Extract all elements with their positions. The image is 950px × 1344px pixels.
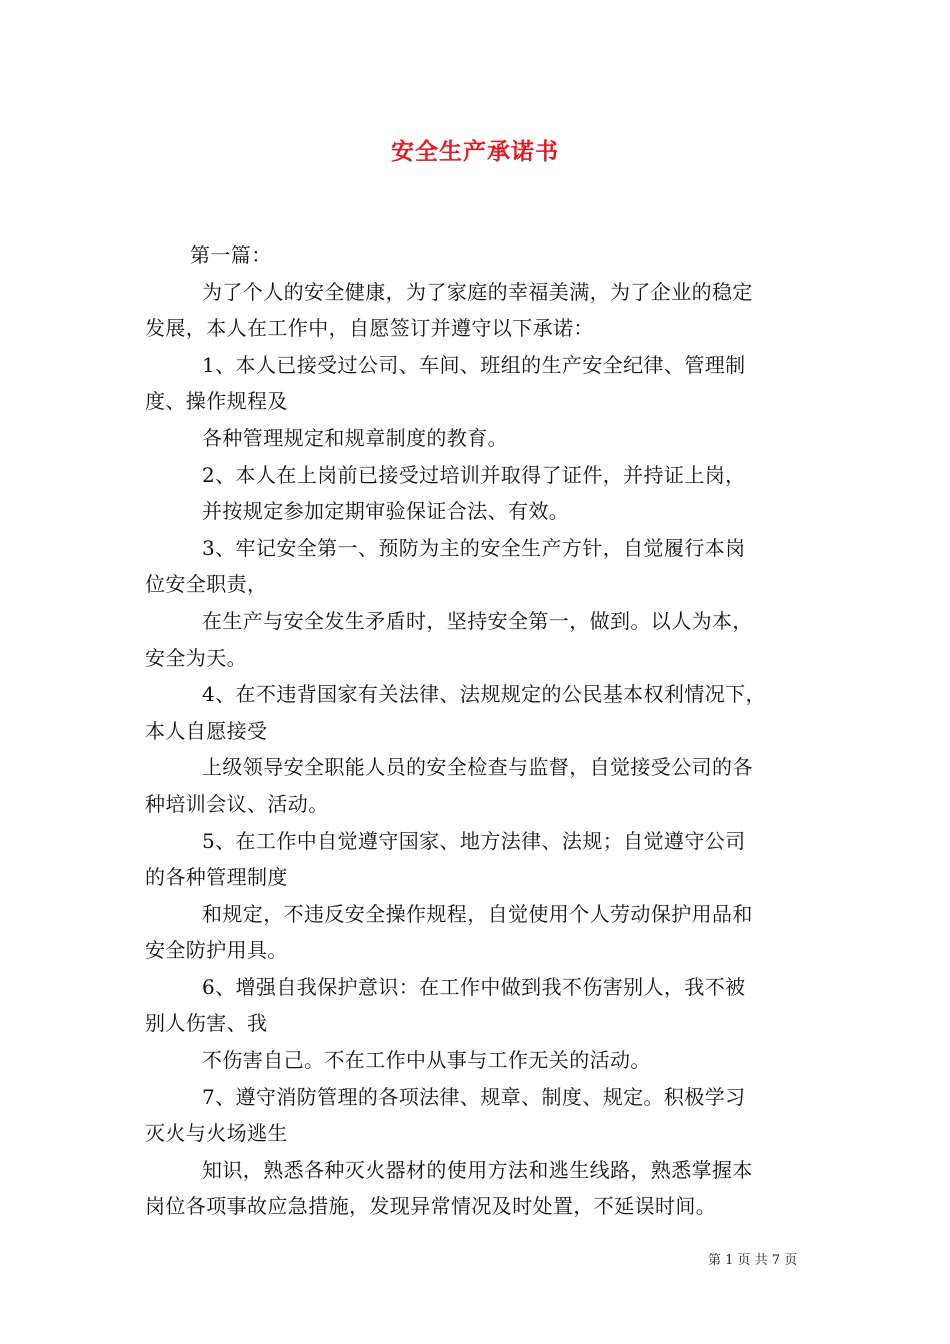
body-line: 为了个人的安全健康，为了家庭的幸福美满，为了企业的稳定 (202, 279, 753, 304)
body-line: 7、遵守消防管理的各项法律、规章、制度、规定。积极学习 (202, 1084, 746, 1109)
body-line: 5、在工作中自觉遵守国家、地方法律、法规；自觉遵守公司 (202, 828, 746, 853)
body-line: 度、操作规程及 (145, 389, 288, 414)
body-line: 位安全职责， (145, 572, 268, 597)
body-line: 3、牢记安全第一、预防为主的安全生产方针，自觉履行本岗 (202, 535, 746, 560)
body-line: 和规定，不违反安全操作规程，自觉使用个人劳动保护用品和 (202, 901, 753, 926)
body-line: 岗位各项事故应急措施，发现异常情况及时处置，不延误时间。 (145, 1194, 717, 1219)
body-line: 4、在不违背国家有关法律、法规规定的公民基本权利情况下， (202, 682, 766, 707)
document-body (145, 237, 813, 1225)
body-line: 2、本人在上岗前已接受过培训并取得了证件，并持证上岗， (202, 462, 746, 487)
page-footer: 第 1 页 共 7 页 (708, 1253, 798, 1268)
body-line: 的各种管理制度 (145, 865, 288, 890)
body-line: 安全为天。 (145, 645, 247, 670)
document-title: 安全生产承诺书 (391, 138, 559, 165)
body-line: 并按规定参加定期审验保证合法、有效。 (202, 499, 570, 524)
body-line: 别人伤害、我 (145, 1011, 268, 1036)
body-line: 不伤害自己。不在工作中从事与工作无关的活动。 (202, 1048, 651, 1073)
body-line: 灭火与火场逃生 (145, 1121, 288, 1146)
body-line: 本人自愿接受 (145, 718, 268, 743)
body-line: 在生产与安全发生矛盾时，坚持安全第一，做到。以人为本， (202, 608, 753, 633)
body-line: 上级领导安全职能人员的安全检查与监督，自觉接受公司的各 (202, 755, 753, 780)
body-line: 安全防护用具。 (145, 938, 288, 963)
body-line: 1、本人已接受过公司、车间、班组的生产安全纪律、管理制 (202, 352, 746, 377)
body-line: 第一篇： (190, 243, 272, 267)
body-line: 知识，熟悉各种灭火器材的使用方法和逃生线路，熟悉掌握本 (202, 1157, 753, 1182)
body-line: 种培训会议、活动。 (145, 791, 329, 816)
body-line: 发展，本人在工作中，自愿签订并遵守以下承诺： (145, 316, 594, 341)
body-line: 6、增强自我保护意识：在工作中做到我不伤害别人，我不被 (202, 974, 746, 999)
body-line: 各种管理规定和规章制度的教育。 (202, 425, 508, 450)
